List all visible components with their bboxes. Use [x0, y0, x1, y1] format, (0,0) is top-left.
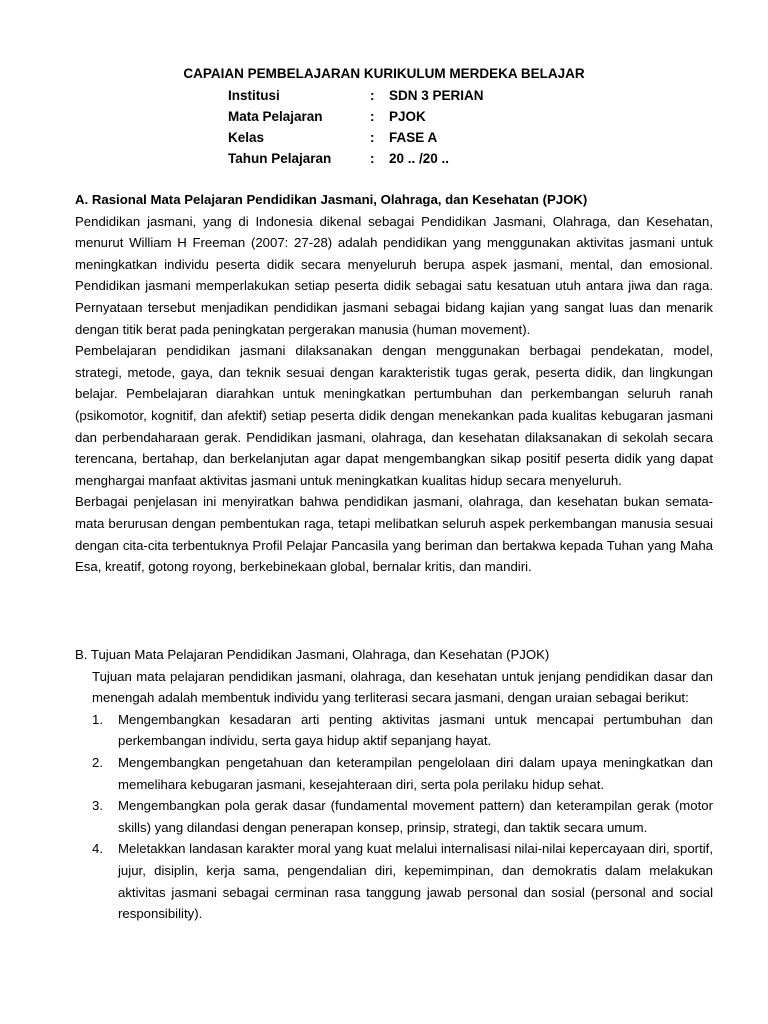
section-a-paragraph-3: Berbagai penjelasan ini menyiratkan bahwa pendidikan jasmani, olahraga, dan kesehatan bukan semata-mata berurusan dengan pembentukan raga, tetapi melibatkan seluruh aspek perkembangan manusia sesuai dengan cita-cita terbentuknya Profil Pelajar Pancasila yang beriman dan bertakwa kepada Tuhan yang Maha Esa, kreatif, gotong royong, berkebinekaan global, bernalar kritis, dan mandiri. [75, 494, 713, 575]
list-item-number: 2. [92, 754, 103, 770]
meta-value: PJOK [389, 109, 426, 124]
document-title: CAPAIAN PEMBELAJARAN KURIKULUM MERDEKA BELAJAR [183, 66, 585, 81]
list-item-number: 4. [92, 841, 103, 857]
section-b-heading: B. Tujuan Mata Pelajaran Pendidikan Jasmani, Olahraga, dan Kesehatan (PJOK) [75, 647, 550, 662]
list-item-text: Mengembangkan pengetahuan dan keterampilan pengelolaan diri dalam upaya meningkatkan dan memelihara kebugaran jasmani, kesejahteraan diri, serta pola perilaku hidup sehat. [118, 754, 713, 792]
meta-colon: : [370, 130, 375, 145]
section-b [75, 644, 713, 925]
meta-colon: : [370, 109, 375, 124]
section-a [75, 189, 713, 578]
list-item-text: Mengembangkan kesadaran arti penting aktivitas jasmani untuk mencapai pertumbuhan dan perkembangan individu, serta gaya hidup aktif sepanjang hayat. [118, 711, 713, 749]
list-item [92, 795, 713, 838]
meta-colon: : [370, 151, 375, 166]
meta-row-tahun-pelajaran [228, 148, 484, 169]
list-item-number: 1. [92, 711, 103, 727]
list-item [92, 709, 713, 752]
meta-label: Mata Pelajaran [228, 109, 323, 124]
list-item-text: Mengembangkan pola gerak dasar (fundamental movement pattern) dan keterampilan gerak (motor skills) yang dilandasi dengan penerapan konsep, prinsip, strategi, dan taktik secara umum. [118, 798, 713, 835]
list-item-text: Meletakkan landasan karakter moral yang kuat melalui internalisasi nilai-nilai kepercayaan diri, sportif, jujur, disiplin, kerja sama, pengendalian diri, kepemimpinan, dan demokratis dalam melakukan aktivitas jasmani sebagai cerminan rasa tanggung jawab personal dan sosial (personal and social responsibility). [118, 841, 713, 922]
meta-label: Kelas [228, 130, 265, 145]
meta-label: Tahun Pelajaran [228, 151, 332, 166]
list-item-number: 3. [92, 798, 103, 814]
meta-colon: : [370, 88, 375, 103]
meta-row-mata-pelajaran [228, 106, 484, 127]
section-b-intro: Tujuan mata pelajaran pendidikan jasmani, olahraga, dan kesehatan untuk jenjang pendidikan dasar dan menengah adalah membentuk individu yang terliterasi secara jasmani, dengan uraian sebagai berikut: [92, 668, 713, 706]
meta-row-institusi [228, 85, 484, 106]
section-b-body [92, 666, 713, 925]
document-meta [228, 85, 484, 169]
meta-value: SDN 3 PERIAN [389, 88, 484, 103]
meta-row-kelas [228, 127, 484, 148]
objectives-list [92, 709, 713, 925]
meta-value: FASE A [389, 130, 438, 145]
section-a-heading: A. Rasional Mata Pelajaran Pendidikan Jasmani, Olahraga, dan Kesehatan (PJOK) [75, 192, 588, 207]
section-a-paragraph-1: Pendidikan jasmani, yang di Indonesia dikenal sebagai Pendidikan Jasmani, Olahraga, dan Kesehatan, menurut William H Freeman (2007: 27-28) adalah pendidikan yang menggunakan aktivitas jasmani untuk meningkatkan individu peserta didik secara menyeluruh berupa aspek jasmani, mental, dan emosional. Pendidikan jasmani memperlakukan setiap peserta didik sebagai satu kesatuan utuh antara jiwa dan raga. Pernyataan tersebut menjadikan pendidikan jasmani sebagai bidang kajian yang sangat luas dan menarik dengan titik berat pada peningkatan pergerakan manusia (human movement). [75, 213, 713, 337]
meta-value: 20 .. /20 .. [389, 151, 450, 166]
list-item [92, 752, 713, 795]
section-a-paragraph-2: Pembelajaran pendidikan jasmani dilaksanakan dengan menggunakan berbagai pendekatan, model, strategi, metode, gaya, dan teknik sesuai dengan karakteristik tugas gerak, peserta didik, dan lingkungan belajar. Pembelajaran diarahkan untuk meningkatkan pertumbuhan dan perkembangan seluruh ranah (psikomotor, kognitif, dan afektif) setiap peserta didik dengan menekankan pada kualitas kebugaran jasmani dan perbendaharaan gerak. Pendidikan jasmani, olahraga, dan kesehatan dilaksanakan di sekolah secara terencana, bertahap, dan berkelanjutan agar dapat mengembangkan sikap positif peserta didik yang dapat menghargai manfaat aktivitas jasmani untuk meningkatkan kualitas hidup secara menyeluruh. [75, 343, 713, 488]
list-item [92, 838, 713, 924]
meta-label: Institusi [228, 88, 280, 103]
